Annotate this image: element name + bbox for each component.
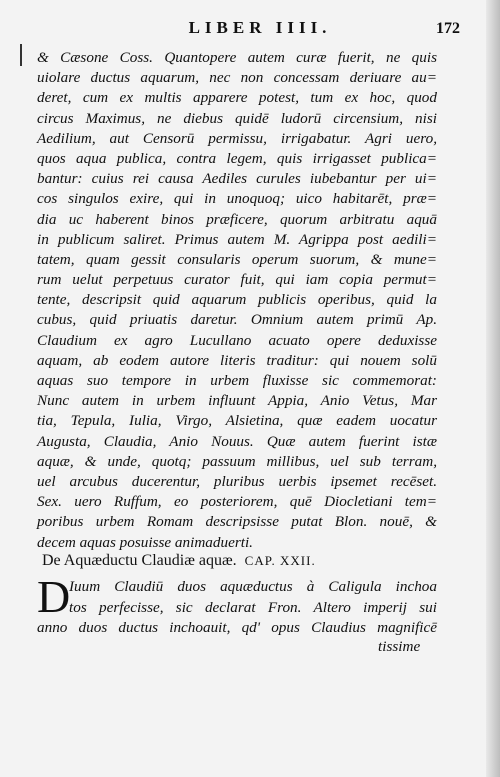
text-line: Sex. uero Ruffum, eo posteriorem, quē Diocletiani tem= [37,493,437,511]
chapter-line: anno duos ductus inchoauit, qd' opus Claudius magnificē [37,619,437,636]
drop-capital: D [37,571,71,622]
body-text [37,48,437,553]
chapter-line: Iuum Claudiū duos aquæductus à Caligula inchoa [69,578,437,595]
text-line: Aedilium, aut Censorū permissu, irrigabatur. Agri uero, [37,129,437,147]
text-line: uel arcubus ducerentur, pluribus uerbis ipsemet recēset. [37,472,437,490]
text-line: rum uelut perpetuus curator fuit, qui iam copia permut= [37,271,437,289]
text-line: Nunc autem in urbem influunt Appia, Anio Vetus, Mar [37,392,437,410]
text-line: aquæ, & unde, quotq; passuum millibus, uel sub terram, [37,452,437,470]
text-line: Augusta, Claudia, Anio Nouus. Quæ autem fuerint istæ [37,432,437,450]
chapter-number: CAP. XXII. [244,553,316,568]
text-line: tente, descripsit quid aquarum publicis operibus, quid la [37,291,437,309]
text-line: cos singulos exire, qui in unoquoq; uico habitarēt, præ= [37,190,437,208]
text-line: bantur: cuius rei causa Aediles curules iubebantur per ui= [37,170,437,188]
text-line: uiolare ductus aquarum, nec non concessam deriuare au= [37,69,437,87]
text-line: decem aquas posuisse animaduerti. [37,533,253,551]
chapter-line: tos perfecisse, sic declarat Fron. Altero imperij sui [69,598,437,616]
text-line: poribus urbem Romam descripsisse putat Blon. nouē, & [37,513,437,531]
text-line: tia, Tepula, Iulia, Virgo, Alsietina, quæ eadem uocatur [37,412,437,430]
text-line: dia uc haberent binos præficere, quorum arbitratu aquā [37,210,437,228]
text-line: & Cæsone Coss. Quantopere autem curæ fuerit, ne quis [37,49,437,66]
text-line: circus Maximus, ne diebus quidē ludorū circensium, nisi [37,109,437,127]
text-line: in publicum saliret. Primus autem M. Agrippa post aedili= [37,230,437,248]
text-line: aquas suo tempore in urbem fluxisse sic commemorat: [37,372,437,389]
margin-mark [20,44,22,66]
page-edge [486,0,500,777]
text-line: deret, cum ex multis apparere potest, tum ex hoc, quod [37,89,437,107]
chapter-title: De Aquæductu Claudiæ aquæ. [42,552,237,569]
text-line: quos aqua publica, contra legem, quis irrigasset publica= [37,149,437,167]
running-head: LIBER IIII. [188,18,332,37]
chapter-heading [42,552,442,570]
text-line: aquam, ab eodem autore literis traditur: qui nouem solū [37,351,437,369]
text-line: cubus, quid priuatis daretur. Omnium autem primū Ap. [37,311,437,329]
chapter-body [37,571,437,639]
page-number: 172 [436,20,460,37]
text-line: tatem, quam gessit consularis operum suorum, & mune= [37,250,437,268]
catchword: tissime [378,638,421,655]
text-line: Claudium ex agro Lucullano acuato opere deduxisse [37,331,437,349]
